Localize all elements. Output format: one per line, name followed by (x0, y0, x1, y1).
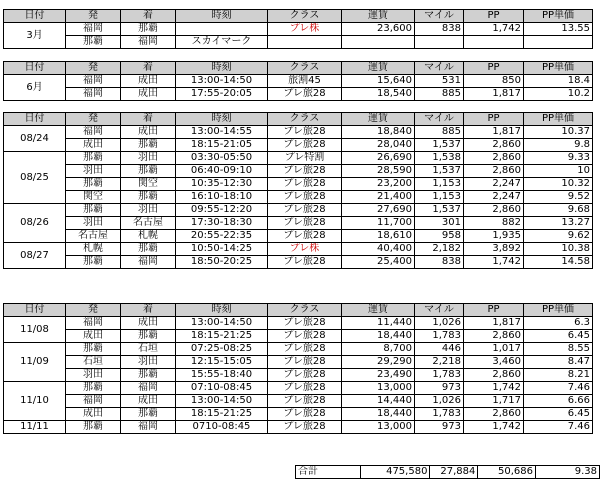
column-header: PP (464, 62, 524, 75)
pp-unit-cell (524, 36, 593, 49)
arrival-cell: 福岡 (121, 256, 176, 269)
arrival-cell: 那覇 (121, 165, 176, 178)
column-header: 日付 (4, 10, 66, 23)
table-row (4, 75, 593, 88)
flight-table (3, 112, 593, 269)
pp-unit-cell: 6.45 (524, 330, 593, 343)
arrival-cell: 石垣 (121, 343, 176, 356)
departure-cell: 福岡 (66, 88, 121, 101)
pp-unit-cell: 10 (524, 165, 593, 178)
table-row (4, 330, 593, 343)
time-cell: 13:00-14:55 (176, 126, 268, 139)
time-cell (176, 23, 268, 36)
table-row (4, 36, 593, 49)
table-row (4, 395, 593, 408)
class-cell: プレ旅28 (268, 204, 342, 217)
arrival-cell: 羽田 (121, 152, 176, 165)
miles-cell: 446 (415, 343, 464, 356)
pp-cell: 1,717 (464, 395, 524, 408)
time-cell: 10:50-14:25 (176, 243, 268, 256)
pp-cell: 3,460 (464, 356, 524, 369)
arrival-cell: 福岡 (121, 36, 176, 49)
date-cell: 11/10 (4, 382, 66, 421)
column-header: 時刻 (176, 113, 268, 126)
header-row (4, 62, 593, 75)
time-cell: 18:15-21:25 (176, 408, 268, 421)
column-header: PP単価 (524, 10, 593, 23)
column-header: 着 (121, 113, 176, 126)
arrival-cell: 那覇 (121, 23, 176, 36)
arrival-cell: 那覇 (121, 191, 176, 204)
class-cell: プレ旅28 (268, 191, 342, 204)
miles-cell: 1,538 (415, 152, 464, 165)
departure-cell: 福岡 (66, 126, 121, 139)
class-cell: プレ旅28 (268, 126, 342, 139)
total-pp-unit: 9.38 (535, 466, 599, 479)
date-cell: 11/09 (4, 343, 66, 382)
column-header: マイル (415, 113, 464, 126)
column-header: クラス (268, 62, 342, 75)
table-row (4, 408, 593, 421)
departure-cell: 名古屋 (66, 230, 121, 243)
departure-cell: 福岡 (66, 23, 121, 36)
arrival-cell: 札幌 (121, 230, 176, 243)
fare-cell: 11,440 (342, 317, 415, 330)
fare-cell: 8,700 (342, 343, 415, 356)
class-cell: プレ旅28 (268, 178, 342, 191)
time-cell: 13:00-14:50 (176, 75, 268, 88)
class-cell: プレ旅28 (268, 256, 342, 269)
time-cell: 10:35-12:30 (176, 178, 268, 191)
pp-unit-cell: 7.46 (524, 421, 593, 434)
departure-cell: 那覇 (66, 152, 121, 165)
time-cell: 13:00-14:50 (176, 395, 268, 408)
fare-cell: 29,290 (342, 356, 415, 369)
pp-cell: 1,817 (464, 126, 524, 139)
header-row (4, 113, 593, 126)
pp-cell: 1,817 (464, 88, 524, 101)
date-cell: 08/27 (4, 243, 66, 269)
pp-cell: 2,860 (464, 204, 524, 217)
departure-cell: 那覇 (66, 204, 121, 217)
miles-cell: 838 (415, 23, 464, 36)
pp-unit-cell: 8.21 (524, 369, 593, 382)
class-cell: プレ旅28 (268, 369, 342, 382)
table-row (4, 382, 593, 395)
pp-cell: 1,742 (464, 421, 524, 434)
date-cell: 11/08 (4, 317, 66, 343)
departure-cell: 羽田 (66, 369, 121, 382)
pp-cell: 2,860 (464, 369, 524, 382)
column-header: 運賃 (342, 304, 415, 317)
miles-cell: 1,153 (415, 178, 464, 191)
table-row (4, 23, 593, 36)
miles-cell (415, 36, 464, 49)
miles-cell: 1,026 (415, 395, 464, 408)
arrival-cell: 福岡 (121, 382, 176, 395)
departure-cell: 成田 (66, 408, 121, 421)
fare-cell: 23,490 (342, 369, 415, 382)
column-header: マイル (415, 304, 464, 317)
pp-unit-cell: 9.52 (524, 191, 593, 204)
arrival-cell: 那覇 (121, 243, 176, 256)
column-header: 時刻 (176, 304, 268, 317)
pp-cell: 3,892 (464, 243, 524, 256)
pp-cell: 850 (464, 75, 524, 88)
fare-cell: 11,700 (342, 217, 415, 230)
pp-unit-cell: 6.66 (524, 395, 593, 408)
departure-cell: 福岡 (66, 317, 121, 330)
class-cell: プレ旅28 (268, 317, 342, 330)
total-miles: 27,884 (430, 466, 478, 479)
pp-unit-cell: 6.3 (524, 317, 593, 330)
table-row (4, 421, 593, 434)
departure-cell: 那覇 (66, 256, 121, 269)
table-row (4, 356, 593, 369)
time-cell: 17:55-20:05 (176, 88, 268, 101)
time-cell: 18:50-20:25 (176, 256, 268, 269)
class-cell: 旅割45 (268, 75, 342, 88)
pp-unit-cell: 10.37 (524, 126, 593, 139)
class-cell: プレ旅28 (268, 88, 342, 101)
table-row (4, 256, 593, 269)
pp-unit-cell: 14.58 (524, 256, 593, 269)
arrival-cell: 成田 (121, 88, 176, 101)
time-cell: 07:10-08:45 (176, 382, 268, 395)
fare-cell: 28,590 (342, 165, 415, 178)
table-row (4, 369, 593, 382)
column-header: 日付 (4, 304, 66, 317)
date-cell: 08/26 (4, 204, 66, 243)
departure-cell: 札幌 (66, 243, 121, 256)
flight-table (3, 9, 593, 49)
class-cell: プレ旅28 (268, 230, 342, 243)
fare-cell: 18,610 (342, 230, 415, 243)
departure-cell: 石垣 (66, 356, 121, 369)
pp-unit-cell: 7.46 (524, 382, 593, 395)
departure-cell: 那覇 (66, 343, 121, 356)
header-row (4, 304, 593, 317)
miles-cell: 1,537 (415, 165, 464, 178)
pp-cell: 2,860 (464, 139, 524, 152)
miles-cell: 885 (415, 88, 464, 101)
pp-unit-cell: 18.4 (524, 75, 593, 88)
miles-cell: 301 (415, 217, 464, 230)
column-header: 発 (66, 10, 121, 23)
column-header: 時刻 (176, 10, 268, 23)
summary-row (296, 466, 600, 479)
class-cell: プレ株 (268, 243, 342, 256)
pp-unit-cell: 10.38 (524, 243, 593, 256)
time-cell: 03:30-05:50 (176, 152, 268, 165)
miles-cell: 838 (415, 256, 464, 269)
fare-cell: 28,040 (342, 139, 415, 152)
miles-cell: 1,537 (415, 139, 464, 152)
pp-cell: 1,017 (464, 343, 524, 356)
table-row (4, 217, 593, 230)
column-header: PP単価 (524, 113, 593, 126)
pp-unit-cell: 8.55 (524, 343, 593, 356)
miles-cell: 973 (415, 421, 464, 434)
pp-cell: 1,742 (464, 23, 524, 36)
date-cell: 6月 (4, 75, 66, 101)
column-header: 発 (66, 62, 121, 75)
fare-cell: 25,400 (342, 256, 415, 269)
pp-unit-cell: 13.27 (524, 217, 593, 230)
time-cell: 15:55-18:40 (176, 369, 268, 382)
class-cell: プレ株 (268, 23, 342, 36)
arrival-cell: 福岡 (121, 421, 176, 434)
miles-cell: 1,026 (415, 317, 464, 330)
column-header: PP単価 (524, 62, 593, 75)
total-fare: 475,580 (360, 466, 430, 479)
departure-cell: 那覇 (66, 178, 121, 191)
class-cell: プレ旅28 (268, 382, 342, 395)
departure-cell: 福岡 (66, 395, 121, 408)
table-row (4, 243, 593, 256)
arrival-cell: 名古屋 (121, 217, 176, 230)
pp-cell: 1,742 (464, 382, 524, 395)
miles-cell: 1,783 (415, 330, 464, 343)
fare-cell: 18,840 (342, 126, 415, 139)
date-cell: 3月 (4, 23, 66, 49)
miles-cell: 1,783 (415, 369, 464, 382)
departure-cell: 那覇 (66, 382, 121, 395)
departure-cell: 羽田 (66, 217, 121, 230)
arrival-cell: 那覇 (121, 139, 176, 152)
class-cell (268, 36, 342, 49)
column-header: 日付 (4, 62, 66, 75)
table-row (4, 230, 593, 243)
arrival-cell: 成田 (121, 317, 176, 330)
time-cell: 16:10-18:10 (176, 191, 268, 204)
column-header: 時刻 (176, 62, 268, 75)
column-header: 日付 (4, 113, 66, 126)
pp-cell: 2,860 (464, 152, 524, 165)
column-header: 発 (66, 113, 121, 126)
date-cell: 11/11 (4, 421, 66, 434)
departure-cell: 福岡 (66, 75, 121, 88)
pp-cell: 2,247 (464, 178, 524, 191)
pp-unit-cell: 9.62 (524, 230, 593, 243)
table-row (4, 88, 593, 101)
time-cell: 13:00-14:50 (176, 317, 268, 330)
pp-cell: 882 (464, 217, 524, 230)
total-label: 合計 (296, 466, 361, 479)
departure-cell: 成田 (66, 139, 121, 152)
column-header: 着 (121, 10, 176, 23)
table-row (4, 317, 593, 330)
pp-unit-cell: 9.68 (524, 204, 593, 217)
column-header: クラス (268, 113, 342, 126)
table-row (4, 191, 593, 204)
column-header: クラス (268, 10, 342, 23)
fare-cell: 23,600 (342, 23, 415, 36)
class-cell: プレ旅28 (268, 343, 342, 356)
miles-cell: 2,218 (415, 356, 464, 369)
pp-unit-cell: 10.32 (524, 178, 593, 191)
header-row (4, 10, 593, 23)
column-header: PP (464, 304, 524, 317)
time-cell: 07:25-08:25 (176, 343, 268, 356)
flight-table (3, 61, 593, 101)
fare-cell: 15,640 (342, 75, 415, 88)
table-row (4, 178, 593, 191)
miles-cell: 885 (415, 126, 464, 139)
departure-cell: 那覇 (66, 36, 121, 49)
time-cell: 18:15-21:25 (176, 330, 268, 343)
fare-cell: 21,400 (342, 191, 415, 204)
pp-unit-cell: 9.33 (524, 152, 593, 165)
class-cell: プレ旅28 (268, 165, 342, 178)
arrival-cell: 羽田 (121, 204, 176, 217)
time-cell: 12:15-15:05 (176, 356, 268, 369)
departure-cell: 那覇 (66, 421, 121, 434)
fare-cell: 18,440 (342, 330, 415, 343)
miles-cell: 1,783 (415, 408, 464, 421)
class-cell: プレ旅28 (268, 330, 342, 343)
column-header: 発 (66, 304, 121, 317)
pp-cell: 2,247 (464, 191, 524, 204)
arrival-cell: 羽田 (121, 356, 176, 369)
date-cell: 08/24 (4, 126, 66, 152)
table-row (4, 139, 593, 152)
class-cell: プレ旅28 (268, 217, 342, 230)
class-cell: プレ旅28 (268, 395, 342, 408)
class-cell: プレ旅28 (268, 421, 342, 434)
departure-cell: 関空 (66, 191, 121, 204)
pp-unit-cell: 13.55 (524, 23, 593, 36)
fare-cell: 13,000 (342, 382, 415, 395)
table-row (4, 152, 593, 165)
miles-cell: 531 (415, 75, 464, 88)
table-row (4, 165, 593, 178)
pp-unit-cell: 9.8 (524, 139, 593, 152)
arrival-cell: 成田 (121, 75, 176, 88)
time-cell: 09:55-12:20 (176, 204, 268, 217)
departure-cell: 成田 (66, 330, 121, 343)
time-cell: 0710-08:45 (176, 421, 268, 434)
miles-cell: 958 (415, 230, 464, 243)
pp-unit-cell: 8.47 (524, 356, 593, 369)
column-header: 運賃 (342, 10, 415, 23)
column-header: PP (464, 10, 524, 23)
fare-cell: 18,440 (342, 408, 415, 421)
column-header: マイル (415, 62, 464, 75)
fare-cell: 14,440 (342, 395, 415, 408)
column-header: 着 (121, 62, 176, 75)
pp-cell: 1,742 (464, 256, 524, 269)
fare-cell (342, 36, 415, 49)
fare-cell: 23,200 (342, 178, 415, 191)
class-cell: プレ旅28 (268, 408, 342, 421)
pp-unit-cell: 6.45 (524, 408, 593, 421)
fare-cell: 18,540 (342, 88, 415, 101)
table-row (4, 343, 593, 356)
column-header: マイル (415, 10, 464, 23)
class-cell: プレ旅28 (268, 139, 342, 152)
class-cell: プレ特割 (268, 152, 342, 165)
column-header: クラス (268, 304, 342, 317)
arrival-cell: 那覇 (121, 408, 176, 421)
pp-cell: 1,935 (464, 230, 524, 243)
total-pp: 50,686 (478, 466, 536, 479)
summary-table (295, 465, 600, 479)
miles-cell: 2,182 (415, 243, 464, 256)
miles-cell: 1,537 (415, 204, 464, 217)
column-header: PP単価 (524, 304, 593, 317)
departure-cell: 羽田 (66, 165, 121, 178)
time-cell: 18:15-21:05 (176, 139, 268, 152)
miles-cell: 973 (415, 382, 464, 395)
arrival-cell: 関空 (121, 178, 176, 191)
arrival-cell: 那覇 (121, 330, 176, 343)
table-row (4, 126, 593, 139)
class-cell: プレ旅28 (268, 356, 342, 369)
flight-table (3, 303, 593, 434)
column-header: PP (464, 113, 524, 126)
fare-cell: 40,400 (342, 243, 415, 256)
pp-cell (464, 36, 524, 49)
table-row (4, 204, 593, 217)
column-header: 運賃 (342, 113, 415, 126)
fare-cell: 13,000 (342, 421, 415, 434)
pp-cell: 1,817 (464, 317, 524, 330)
arrival-cell: 成田 (121, 126, 176, 139)
date-cell: 08/25 (4, 152, 66, 204)
time-cell: スカイマーク (176, 36, 268, 49)
pp-cell: 2,860 (464, 165, 524, 178)
time-cell: 20:55-22:35 (176, 230, 268, 243)
pp-unit-cell: 10.2 (524, 88, 593, 101)
arrival-cell: 那覇 (121, 369, 176, 382)
fare-cell: 27,690 (342, 204, 415, 217)
pp-cell: 2,860 (464, 330, 524, 343)
column-header: 運賃 (342, 62, 415, 75)
time-cell: 17:30-18:30 (176, 217, 268, 230)
time-cell: 06:40-09:10 (176, 165, 268, 178)
pp-cell: 2,860 (464, 408, 524, 421)
column-header: 着 (121, 304, 176, 317)
miles-cell: 1,153 (415, 191, 464, 204)
fare-cell: 26,690 (342, 152, 415, 165)
arrival-cell: 成田 (121, 395, 176, 408)
